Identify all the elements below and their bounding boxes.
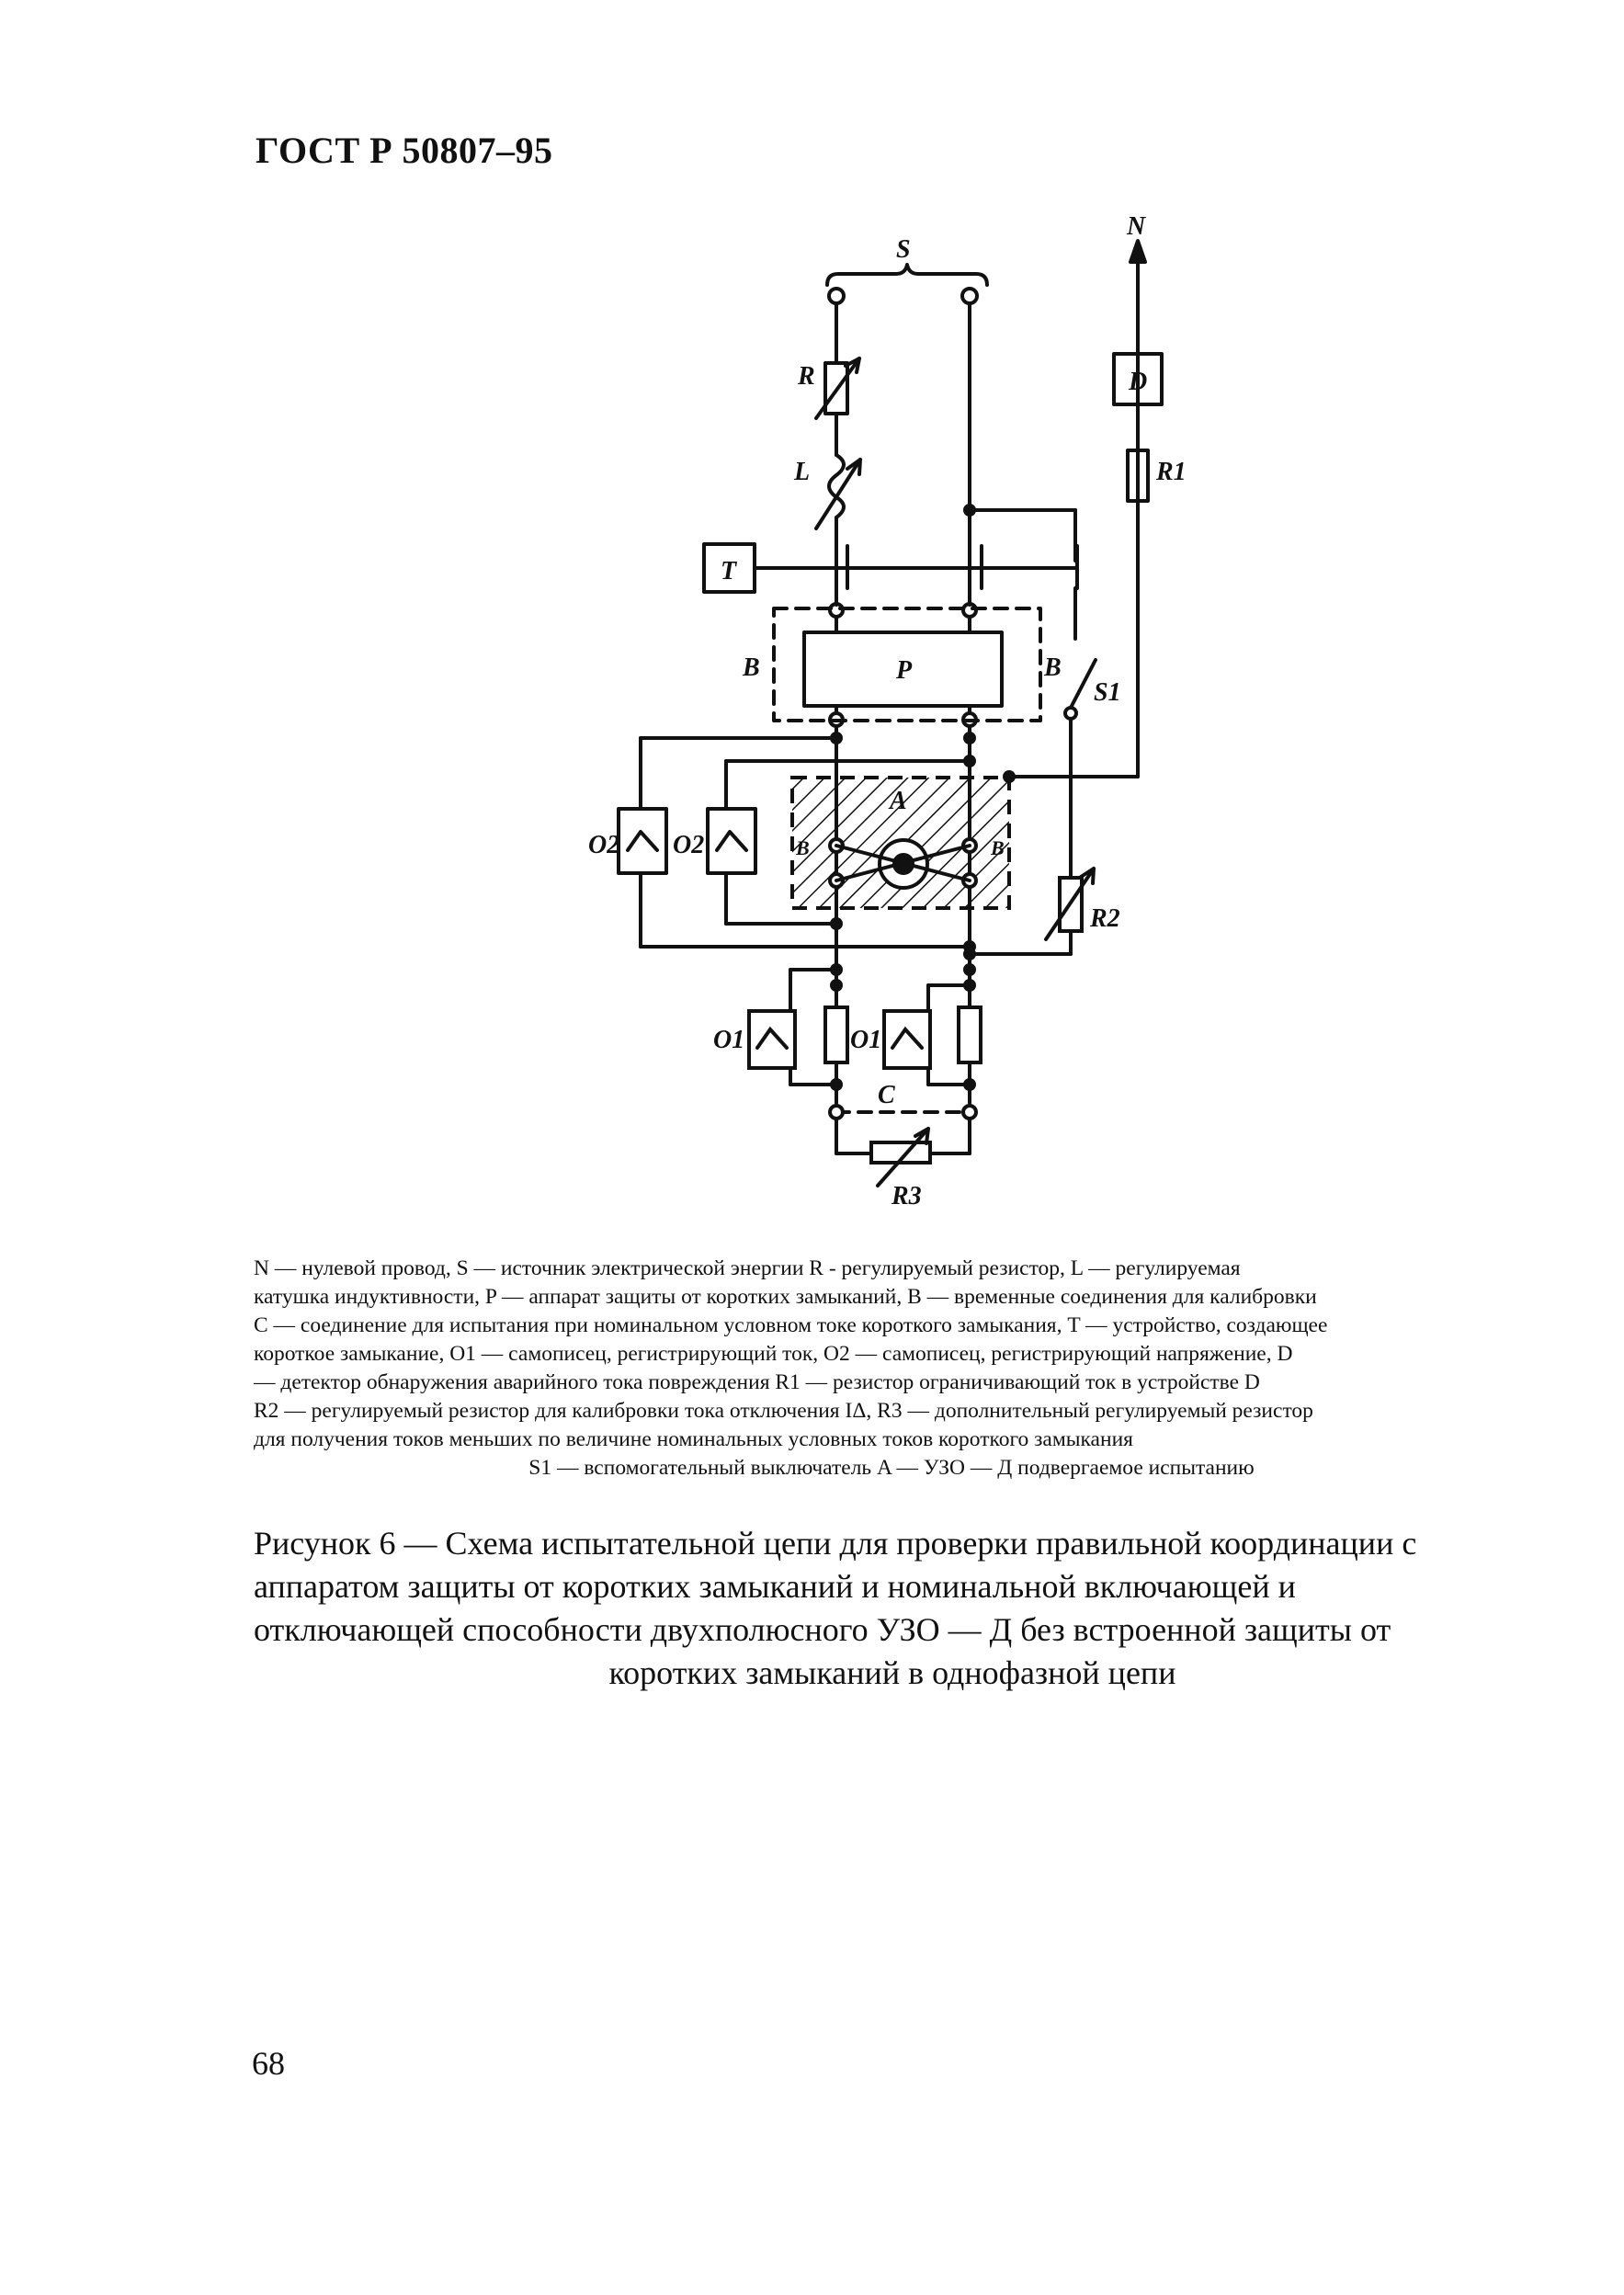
caption-line: коротких замыканий в однофазной цепи [608, 1654, 1176, 1691]
caption-line: отключающей способности двухполюсного УЗО — Д без встроенной защиты от [254, 1611, 1391, 1648]
shunt-left [825, 1007, 847, 1062]
current-recorder-O1-right [884, 1011, 930, 1068]
current-recorder-O1-left [749, 1011, 795, 1068]
voltage-recorder-O2-right [708, 809, 755, 873]
caption-line: Рисунок 6 — Схема испытательной цепи для проверки правильной координации с [254, 1525, 1417, 1562]
voltage-recorder-O2-left [619, 809, 666, 873]
label-B-right: B [1044, 653, 1062, 682]
label-A: A [890, 787, 907, 815]
shunt-right [959, 1007, 981, 1062]
legend-line: C — соединение для испытания при номинальном условном токе короткого замыкания, T — устройство, создающее [254, 1313, 1328, 1337]
legend-line: R2 — регулируемый резистор для калибровки тока отключения IΔ, R3 — дополнительный регулируемый резистор [254, 1399, 1313, 1423]
label-T: T [721, 557, 737, 585]
label-B-inner-right: B [991, 836, 1005, 859]
source-brace [827, 265, 987, 285]
label-B-left: B [743, 653, 760, 682]
label-R3: R3 [891, 1182, 922, 1210]
source-terminal-right [962, 289, 977, 303]
legend-line: короткое замыкание, O1 — самописец, регистрирующий ток, O2 — самописец, регистрирующий напряжение, D [254, 1342, 1293, 1366]
label-O1-left: O1 [713, 1026, 745, 1054]
label-O2-right: O2 [673, 831, 705, 859]
label-N: N [1127, 212, 1146, 241]
label-L: L [794, 458, 811, 486]
label-R2: R2 [1090, 904, 1120, 933]
legend [254, 1255, 1529, 1483]
legend-line: для получения токов меньших по величине номинальных условных токов короткого замыкания [254, 1427, 1133, 1451]
label-O1-right: O1 [850, 1026, 882, 1054]
legend-line: N — нулевой провод, S — источник электрической энергии R - регулируемый резистор, L — регулируемая [254, 1256, 1241, 1280]
label-P: P [896, 656, 913, 685]
label-O2-left: O2 [588, 831, 620, 859]
label-B-inner-left: B [796, 836, 810, 859]
figure-caption [254, 1522, 1531, 1695]
switch-S1 [1071, 660, 1096, 708]
legend-line: — детектор обнаружения аварийного тока повреждения R1 — резистор ограничивающий ток в устройстве D [254, 1370, 1260, 1394]
resistor-R-arrow [816, 358, 859, 418]
document-code: ГОСТ Р 50807–95 [256, 130, 553, 171]
label-D: D [1129, 368, 1148, 396]
neutral-arrow [1130, 241, 1145, 262]
label-S1: S1 [1094, 678, 1121, 707]
label-S: S [896, 235, 911, 264]
label-C: C [878, 1081, 895, 1109]
caption-line: аппаратом защиты от коротких замыканий и номинальной включающей и [254, 1568, 1296, 1605]
label-R1: R1 [1156, 458, 1187, 486]
source-terminal-left [829, 289, 844, 303]
legend-line: S1 — вспомогательный выключатель A — УЗО — Д подвергаемое испытанию [528, 1456, 1255, 1480]
page-number: 68 [252, 2045, 285, 2082]
legend-line: катушка индуктивности, P — аппарат защиты от коротких замыканий, B — временные соединения для калибровки [254, 1285, 1317, 1309]
label-R: R [798, 362, 815, 391]
